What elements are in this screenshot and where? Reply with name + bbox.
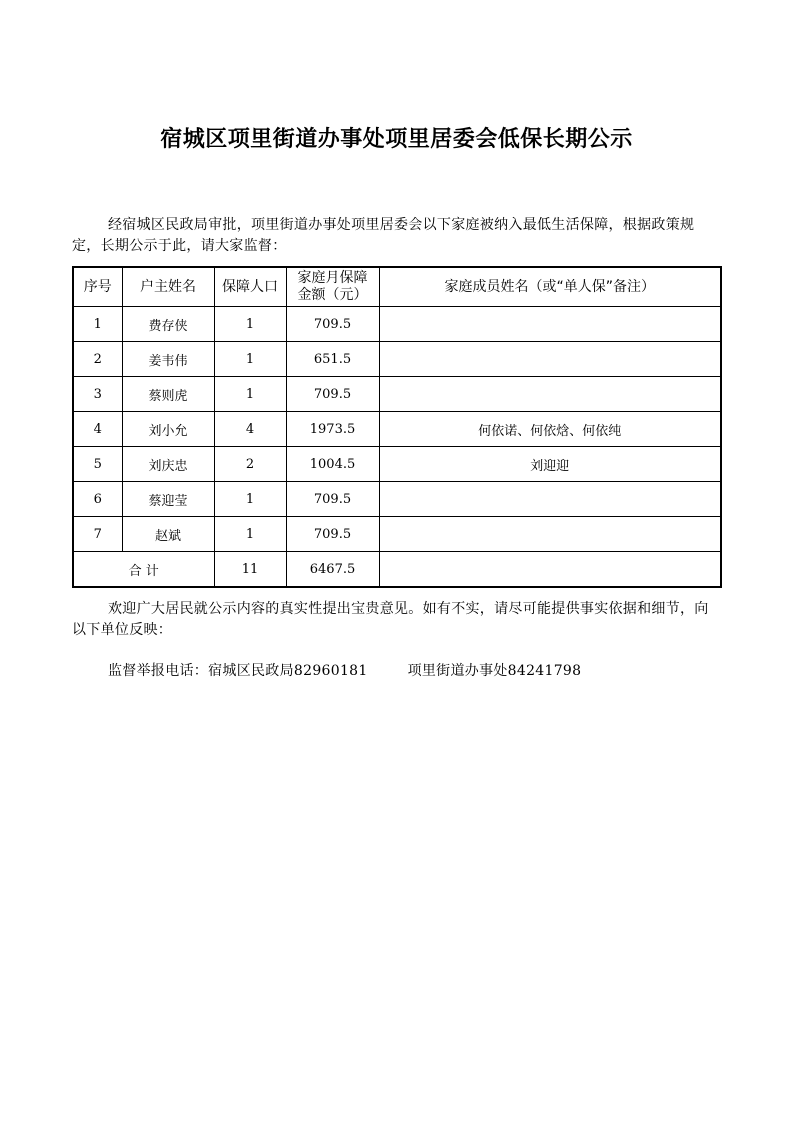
header-amount <box>286 267 379 307</box>
cell-population: 2 <box>214 447 286 482</box>
total-population: 11 <box>214 552 286 588</box>
contact-bureau: 宿城区民政局82960181 <box>208 663 368 679</box>
cell-population: 1 <box>214 377 286 412</box>
cell-amount: 709.5 <box>286 377 379 412</box>
page-title: 宿城区项里街道办事处项里居委会低保长期公示 <box>160 126 633 152</box>
cell-seq: 2 <box>73 342 122 377</box>
contact-office: 项里街道办事处84241798 <box>407 663 582 679</box>
total-row <box>73 552 721 588</box>
cell-seq: 5 <box>73 447 122 482</box>
table-row <box>73 377 721 412</box>
cell-members <box>379 517 721 552</box>
cell-members: 刘迎迎 <box>379 447 721 482</box>
cell-population: 1 <box>214 342 286 377</box>
cell-head-name: 刘庆忠 <box>122 447 214 482</box>
footer-paragraph <box>72 599 720 641</box>
total-members <box>379 552 721 588</box>
cell-seq: 7 <box>73 517 122 552</box>
cell-population: 4 <box>214 412 286 447</box>
cell-head-name: 蔡则虎 <box>122 377 214 412</box>
cell-seq: 3 <box>73 377 122 412</box>
table-row <box>73 447 721 482</box>
cell-amount: 709.5 <box>286 482 379 517</box>
total-amount: 6467.5 <box>286 552 379 588</box>
cell-amount: 651.5 <box>286 342 379 377</box>
cell-seq: 4 <box>73 412 122 447</box>
contact-line <box>108 660 581 680</box>
total-label: 合 计 <box>73 552 214 588</box>
table-row <box>73 517 721 552</box>
table-header-row <box>73 267 721 307</box>
cell-population: 1 <box>214 307 286 342</box>
cell-members <box>379 482 721 517</box>
cell-members <box>379 342 721 377</box>
header-seq: 序号 <box>73 267 122 307</box>
recipient-table <box>72 266 722 588</box>
cell-population: 1 <box>214 517 286 552</box>
table-row <box>73 342 721 377</box>
cell-head-name: 姜韦伟 <box>122 342 214 377</box>
table-row <box>73 412 721 447</box>
contact-label: 监督举报电话： <box>108 663 209 679</box>
table-row <box>73 307 721 342</box>
table-row <box>73 482 721 517</box>
cell-head-name: 赵斌 <box>122 517 214 552</box>
cell-amount: 709.5 <box>286 307 379 342</box>
header-amount-line1: 家庭月保障 <box>297 270 368 286</box>
cell-head-name: 蔡迎莹 <box>122 482 214 517</box>
cell-seq: 6 <box>73 482 122 517</box>
cell-members: 何依诺、何依焓、何依纯 <box>379 412 721 447</box>
cell-amount: 709.5 <box>286 517 379 552</box>
header-head-name: 户主姓名 <box>122 267 214 307</box>
cell-seq: 1 <box>73 307 122 342</box>
cell-members <box>379 377 721 412</box>
cell-members <box>379 307 721 342</box>
intro-text: 经宿城区民政局审批，项里街道办事处项里居委会以下家庭被纳入最低生活保障，根据政策规定，长期公示于此，请大家监督： <box>72 217 695 254</box>
header-amount-line2: 金额（元） <box>297 287 368 303</box>
header-population: 保障人口 <box>214 267 286 307</box>
cell-head-name: 费存侠 <box>122 307 214 342</box>
footer-text: 欢迎广大居民就公示内容的真实性提出宝贵意见。如有不实，请尽可能提供事实依据和细节，向以下单位反映： <box>72 601 709 638</box>
cell-population: 1 <box>214 482 286 517</box>
intro-paragraph <box>72 215 720 257</box>
cell-amount: 1004.5 <box>286 447 379 482</box>
cell-head-name: 刘小允 <box>122 412 214 447</box>
cell-amount: 1973.5 <box>286 412 379 447</box>
header-members: 家庭成员姓名（或“单人保”备注） <box>379 267 721 307</box>
